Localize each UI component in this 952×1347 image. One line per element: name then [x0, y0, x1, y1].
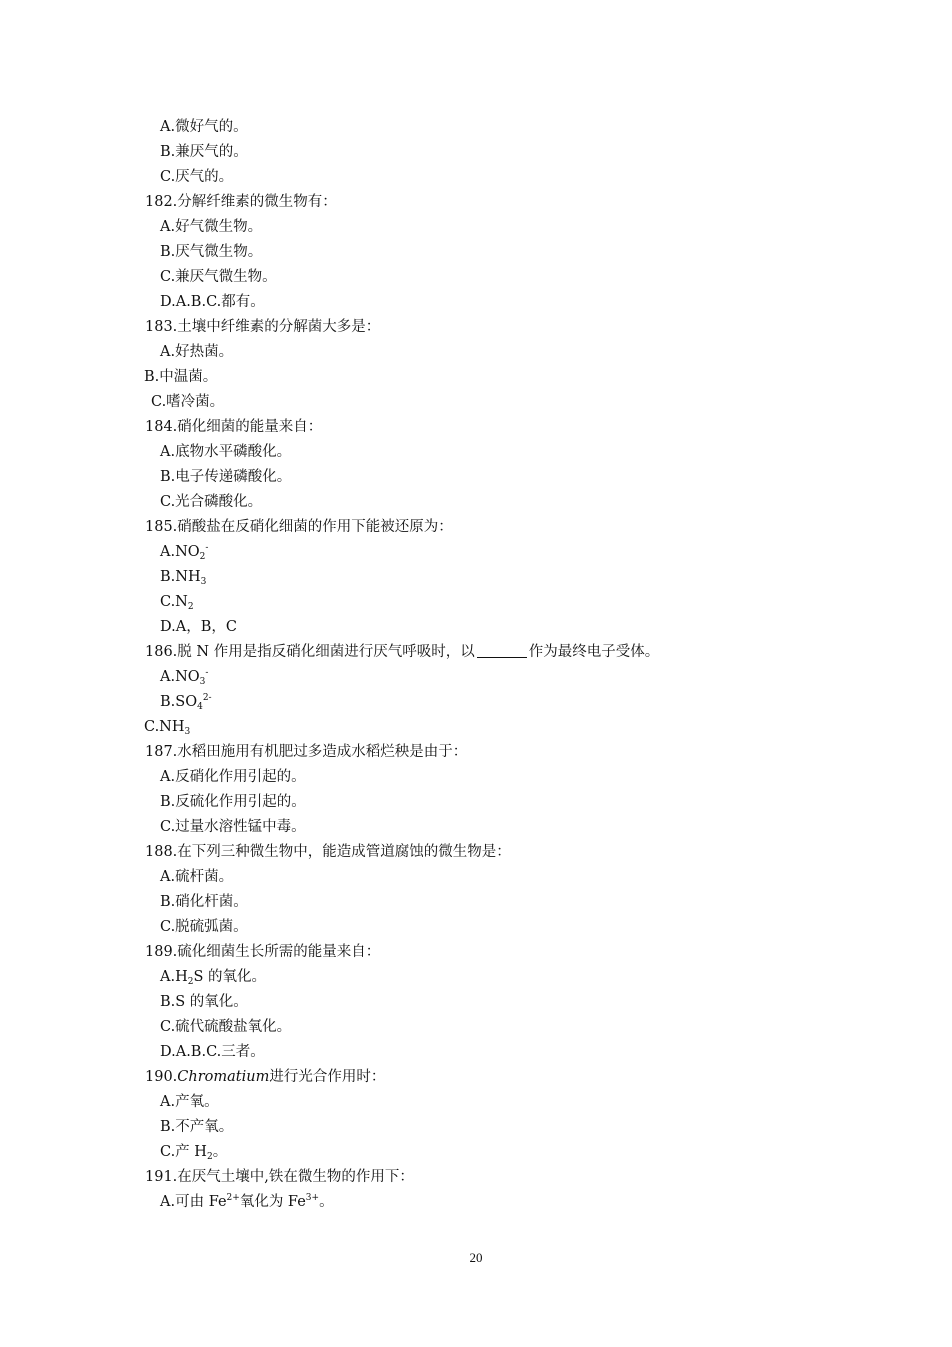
- option-line: B.不产氧。: [160, 1119, 234, 1135]
- option-line: A.产氧。: [160, 1094, 219, 1110]
- option-line: C.产 $H_2$。: [160, 1144, 228, 1162]
- option-line: $A.H_2S$ 的氧化。: [160, 969, 267, 987]
- question-line: 190.Chromatium进行光合作用时：: [145, 1069, 386, 1085]
- option-line: C.厌气的。: [160, 169, 234, 185]
- question-line: 183.土壤中纤维素的分解菌大多是：: [145, 319, 381, 335]
- option-line: A.可由 $Fe^{2+}$氧化为 $Fe^{3+}$。: [160, 1193, 334, 1210]
- option-line: B.中温菌。: [144, 369, 218, 385]
- option-line: A.好热菌。: [160, 344, 234, 360]
- option-line: A.微好气的。: [160, 119, 248, 135]
- option-line: B.反硫化作用引起的。: [160, 794, 306, 810]
- option-line: $A.NO_3^-$: [160, 668, 209, 687]
- option-line: A.好气微生物。: [160, 219, 263, 235]
- option-line: $B.SO_4^{2-}$: [160, 693, 212, 712]
- option-line: $C.NH_3$: [144, 719, 191, 737]
- option-line: A.反硝化作用引起的。: [160, 769, 306, 785]
- option-line: B.厌气微生物。: [160, 244, 263, 260]
- question-line: 185.硝酸盐在反硝化细菌的作用下能被还原为：: [145, 519, 453, 535]
- document-body: [0, 115, 952, 1215]
- option-line: C.过量水溶性锰中毒。: [160, 819, 306, 835]
- option-line: B.兼厌气的。: [160, 144, 248, 160]
- option-line: C.光合磷酸化。: [160, 494, 263, 510]
- question-line: 191.在厌气土壤中,铁在微生物的作用下：: [145, 1169, 414, 1185]
- option-line: D.A.B.C.三者。: [160, 1044, 265, 1060]
- question-line: 188.在下列三种微生物中，能造成管道腐蚀的微生物是：: [145, 844, 511, 860]
- option-line: A.硫杆菌。: [160, 869, 234, 885]
- option-line: C.兼厌气微生物。: [160, 269, 277, 285]
- option-line: A.底物水平磷酸化。: [160, 444, 292, 460]
- question-line: 187.水稻田施用有机肥过多造成水稻烂秧是由于：: [145, 744, 468, 760]
- option-line: $C.N_2$: [160, 594, 194, 612]
- question-line: 182.分解纤维素的微生物有：: [145, 194, 337, 210]
- option-line: B.电子传递磷酸化。: [160, 469, 292, 485]
- option-line: C.硫代硫酸盐氧化。: [160, 1019, 292, 1035]
- question-line: 189.硫化细菌生长所需的能量来自：: [145, 944, 381, 960]
- option-line: $A.NO_2^-$: [160, 543, 209, 562]
- option-line: C.脱硫弧菌。: [160, 919, 248, 935]
- question-line: 184.硝化细菌的能量来自：: [145, 419, 323, 435]
- option-line: $B.NH_3$: [160, 569, 207, 587]
- option-line: C.嗜冷菌。: [151, 394, 225, 410]
- fill-blank: [477, 642, 527, 658]
- option-line: D.A，B，C: [160, 619, 237, 635]
- option-line: D.A.B.C.都有。: [160, 294, 265, 310]
- option-line: B.硝化杆菌。: [160, 894, 248, 910]
- italic-term: Chromatium: [177, 1069, 270, 1085]
- option-line: B.S 的氧化。: [160, 994, 248, 1010]
- question-line: 186.脱 N 作用是指反硝化细菌进行厌气呼吸时，以 作为最终电子受体。: [145, 644, 660, 660]
- page-number: 20: [469, 1250, 483, 1265]
